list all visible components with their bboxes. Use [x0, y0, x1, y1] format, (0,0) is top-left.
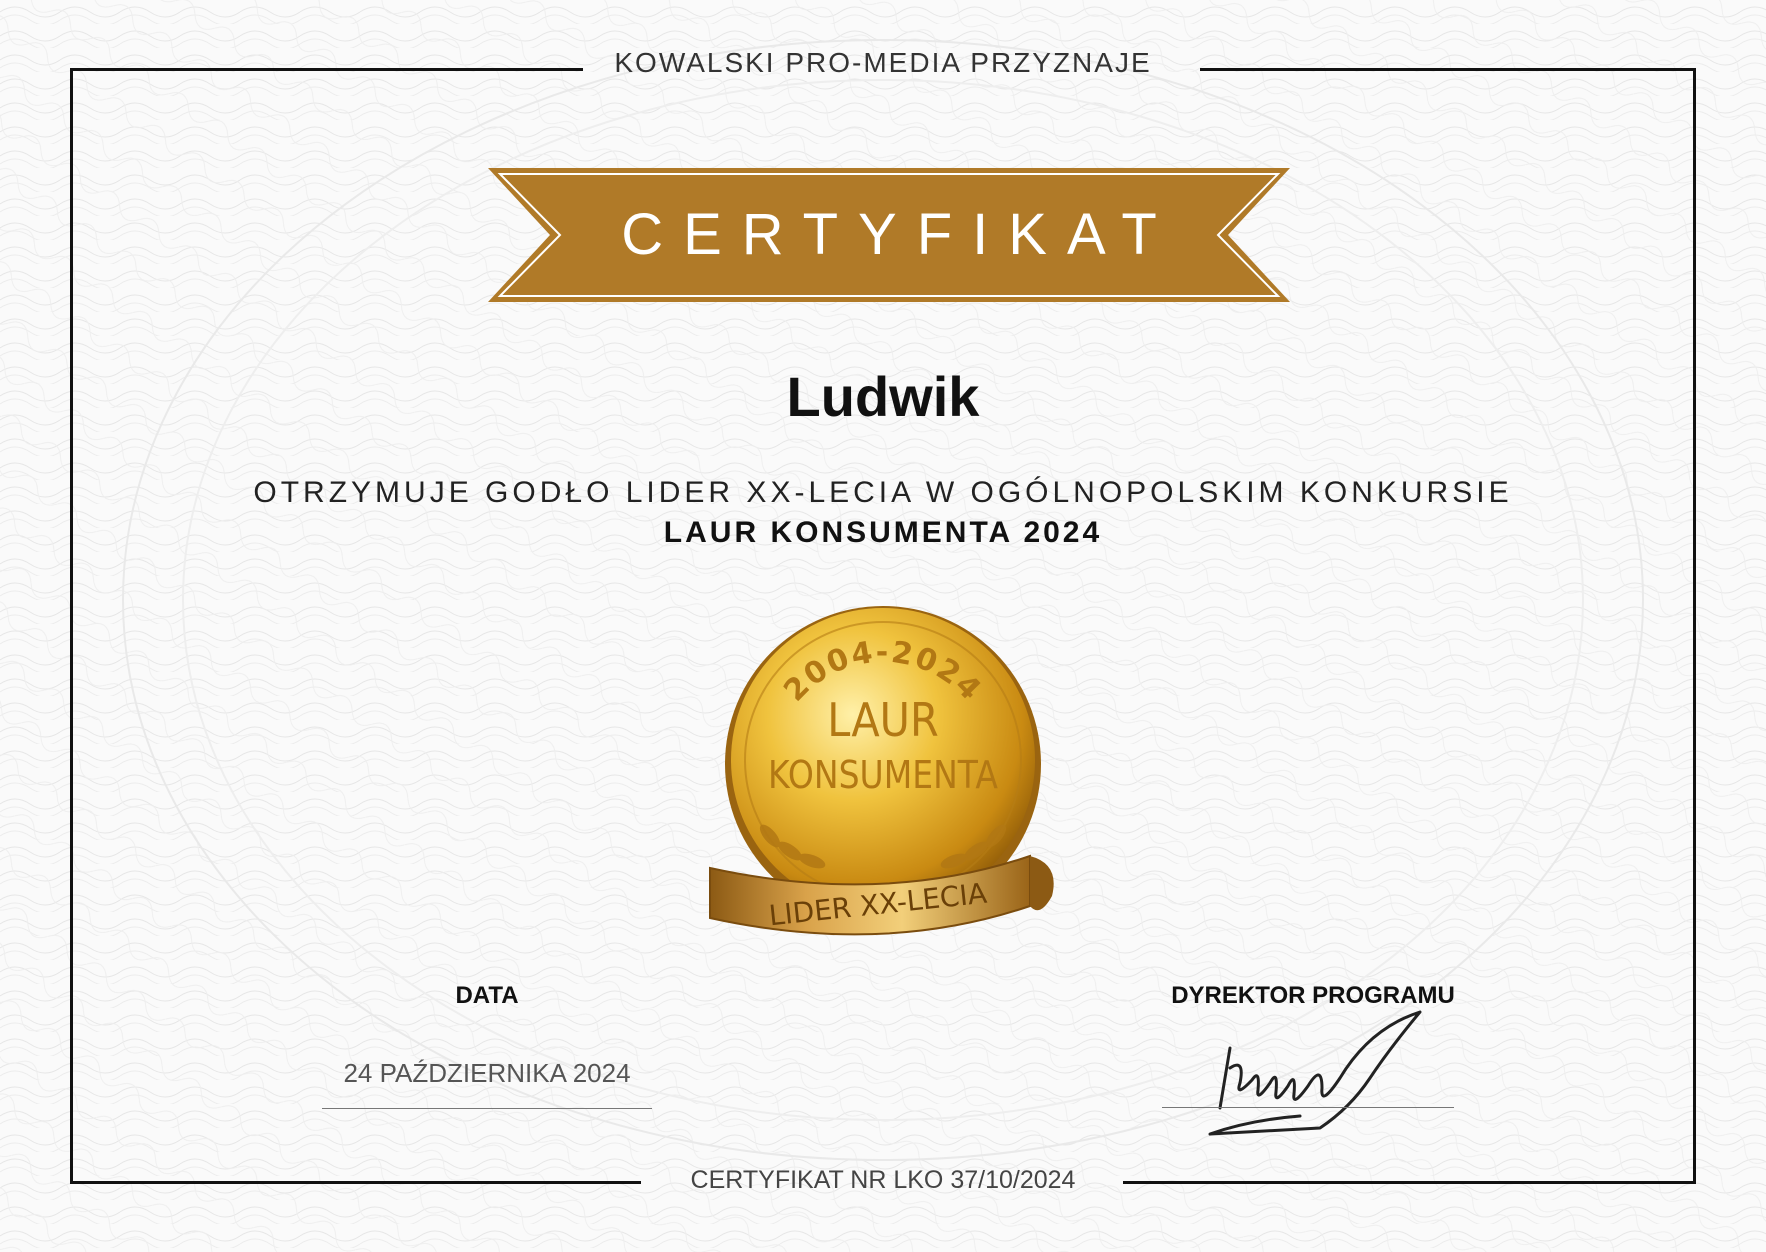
director-label: DYREKTOR PROGRAMU — [1171, 982, 1455, 1009]
gold-medal-emblem — [700, 606, 1066, 942]
certificate-title: CERTYFIKAT — [621, 202, 1177, 267]
certificate-number: CERTYFIKAT NR LKO 37/10/2024 — [690, 1166, 1076, 1194]
medal-title-line1: LAUR — [827, 693, 939, 747]
frame-left — [70, 68, 73, 1184]
award-name: LAUR KONSUMENTA 2024 — [663, 516, 1103, 549]
award-description: OTRZYMUJE GODŁO LIDER XX-LECIA W OGÓLNOPOLSKIM KONKURSIE — [253, 476, 1513, 509]
signature-underline — [1162, 1107, 1454, 1108]
frame-bottom-right — [1123, 1181, 1696, 1184]
frame-top-left — [71, 68, 583, 71]
issuer-heading: KOWALSKI PRO-MEDIA PRZYZNAJE — [614, 47, 1152, 78]
frame-bottom-left — [70, 1181, 641, 1184]
medal-years: 2004-2024 — [777, 634, 989, 709]
frame-right — [1693, 68, 1696, 1184]
date-label: DATA — [455, 982, 519, 1009]
recipient-name: Ludwik — [786, 365, 980, 428]
director-signature — [1190, 1008, 1430, 1138]
frame-top-right — [1200, 68, 1696, 71]
date-value: 24 PAŹDZIERNIKA 2024 — [343, 1058, 631, 1088]
medal-banner-text: LIDER XX-LECIA — [767, 876, 989, 933]
medal-title-line2: KONSUMENTA — [768, 753, 999, 797]
date-underline — [322, 1108, 652, 1109]
